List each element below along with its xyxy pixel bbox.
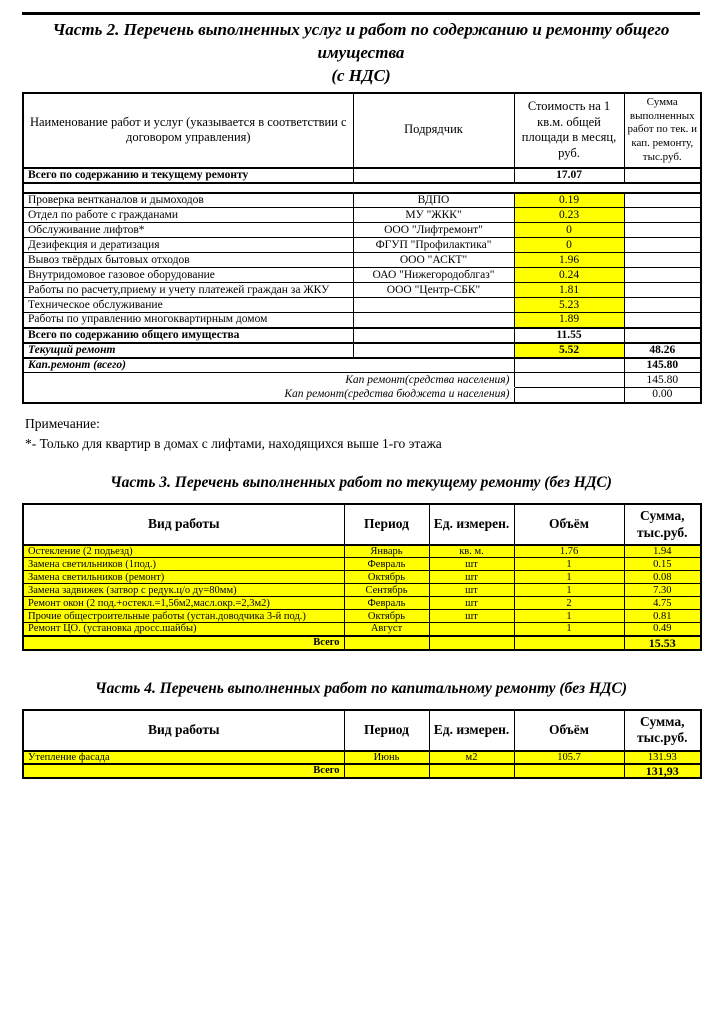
sum-cell <box>624 313 701 328</box>
contractor-cell: ООО "Центр-СБК" <box>353 283 514 298</box>
work-row <box>23 558 701 571</box>
sum-cell <box>624 298 701 313</box>
volume-cell: 1 <box>514 610 624 623</box>
part4-col-header-work: Вид работы <box>23 710 344 750</box>
contractor-cell <box>353 343 514 358</box>
sum-cell: 145.80 <box>624 373 701 388</box>
work-row <box>23 610 701 623</box>
cost-cell: 1.89 <box>514 313 624 328</box>
sum-cell <box>624 328 701 343</box>
work-cell: Прочие общестроительные работы (устан.доводчика 3-й под.) <box>23 610 344 623</box>
contractor-cell: ФГУП "Профилактика" <box>353 238 514 253</box>
service-name-cell: Проверка вентканалов и дымоходов <box>23 193 353 208</box>
work-cell: Ремонт ЦО. (установка дросс.шайбы) <box>23 623 344 636</box>
period-cell: Февраль <box>344 597 429 610</box>
part2-title-text: Часть 2. Перечень выполненных услуг и работ по содержанию и ремонту общего имущества <box>52 20 670 62</box>
volume-cell: 1.76 <box>514 545 624 558</box>
service-row <box>23 223 701 238</box>
service-name-cell: Дезифекция и дератизация <box>23 238 353 253</box>
part2-total-maintenance-repair-row <box>23 168 701 183</box>
part4-table <box>22 709 702 779</box>
part3-title: Часть 3. Перечень выполненных работ по текущему ремонту (без НДС) <box>110 474 612 492</box>
period-cell: Октябрь <box>344 610 429 623</box>
sum-cell <box>624 268 701 283</box>
unit-cell: шт <box>429 584 514 597</box>
sum-cell <box>624 193 701 208</box>
period-cell: Сентябрь <box>344 584 429 597</box>
service-row <box>23 283 701 298</box>
sum-cell: 7.30 <box>624 584 701 597</box>
part2-col-header-contractor: Подрядчик <box>353 93 514 168</box>
sum-cell: 145.80 <box>624 358 701 373</box>
period-cell: Октябрь <box>344 571 429 584</box>
service-row <box>23 298 701 313</box>
part2-table <box>22 92 702 404</box>
work-row <box>23 597 701 610</box>
total-label: Всего <box>23 764 344 779</box>
sum-cell: 131,93 <box>624 764 701 779</box>
cost-cell: 11.55 <box>514 328 624 343</box>
work-row <box>23 545 701 558</box>
contractor-cell: ООО "АСКТ" <box>353 253 514 268</box>
contractor-cell <box>353 168 514 183</box>
sum-cell <box>624 283 701 298</box>
cost-cell: 0.23 <box>514 208 624 223</box>
row-label: Кап ремонт(средства бюджета и населения) <box>23 388 514 403</box>
contractor-cell: ООО "Лифтремонт" <box>353 223 514 238</box>
row-label: Кап.ремонт (всего) <box>23 358 514 373</box>
row-label: Всего по содержанию и текущему ремонту <box>23 168 353 183</box>
part2-col-header-cost: Стоимость на 1 кв.м. общей площади в месяц, руб. <box>514 93 624 168</box>
total-label: Всего <box>23 636 344 651</box>
service-row <box>23 238 701 253</box>
cost-cell: 1.96 <box>514 253 624 268</box>
volume-cell: 1 <box>514 571 624 584</box>
cost-cell: 1.81 <box>514 283 624 298</box>
volume-cell <box>514 636 624 651</box>
service-name-cell: Работы по расчету,приему и учету платежей граждан за ЖКУ <box>23 283 353 298</box>
part4-header-row <box>23 710 701 750</box>
volume-cell: 105.7 <box>514 751 624 764</box>
work-row <box>23 571 701 584</box>
work-row <box>23 751 701 764</box>
contractor-cell <box>353 328 514 343</box>
note-block <box>25 414 703 456</box>
period-cell: Январь <box>344 545 429 558</box>
period-cell <box>344 636 429 651</box>
part3-col-header-unit: Ед. измерен. <box>429 504 514 544</box>
service-row <box>23 208 701 223</box>
unit-cell: шт <box>429 597 514 610</box>
cost-cell: 17.07 <box>514 168 624 183</box>
unit-cell <box>429 636 514 651</box>
unit-cell: шт <box>429 558 514 571</box>
service-row <box>23 193 701 208</box>
contractor-cell <box>353 313 514 328</box>
part3-col-header-work: Вид работы <box>23 504 344 544</box>
period-cell: Август <box>344 623 429 636</box>
contractor-cell: ОАО "Нижегородоблгаз" <box>353 268 514 283</box>
part2-capital-repair-budget-row <box>23 388 701 403</box>
part2-col-header-sum: Сумма выполненных работ по тек. и кап. ремонту, тыс.руб. <box>624 93 701 168</box>
cost-cell: 5.52 <box>514 343 624 358</box>
unit-cell <box>429 764 514 779</box>
work-cell: Остекление (2 подьезд) <box>23 545 344 558</box>
service-name-cell: Вывоз твёрдых бытовых отходов <box>23 253 353 268</box>
row-label: Текущий ремонт <box>23 343 353 358</box>
period-cell: Июнь <box>344 751 429 764</box>
part2-title <box>22 19 700 88</box>
service-name-cell: Работы по управлению многоквартирным домом <box>23 313 353 328</box>
work-cell: Замена задвижек (затвор с редук.ц/о ду=80мм) <box>23 584 344 597</box>
cost-cell <box>514 358 624 373</box>
part2-header-row <box>23 93 701 168</box>
sum-cell <box>624 223 701 238</box>
sum-cell: 0.00 <box>624 388 701 403</box>
sum-cell: 1.94 <box>624 545 701 558</box>
volume-cell: 1 <box>514 623 624 636</box>
part4-title: Часть 4. Перечень выполненных работ по капитальному ремонту (без НДС) <box>94 680 628 698</box>
part2-capital-repair-total-row <box>23 358 701 373</box>
sum-cell: 4.75 <box>624 597 701 610</box>
volume-cell: 1 <box>514 558 624 571</box>
part3-col-header-sum: Сумма, тыс.руб. <box>624 504 701 544</box>
cost-cell: 0.19 <box>514 193 624 208</box>
part4-col-header-sum: Сумма, тыс.руб. <box>624 710 701 750</box>
part2-title-suffix: (с НДС) <box>331 65 391 85</box>
volume-cell: 2 <box>514 597 624 610</box>
part3-col-header-period: Период <box>344 504 429 544</box>
service-name-cell: Отдел по работе с гражданами <box>23 208 353 223</box>
part2-current-repair-row <box>23 343 701 358</box>
sum-cell <box>624 253 701 268</box>
cost-cell: 0 <box>514 223 624 238</box>
period-cell: Февраль <box>344 558 429 571</box>
part2-total-maintenance-row <box>23 328 701 343</box>
unit-cell: м2 <box>429 751 514 764</box>
cost-cell <box>514 373 624 388</box>
part3-header-row <box>23 504 701 544</box>
unit-cell: шт <box>429 610 514 623</box>
sum-cell <box>624 168 701 183</box>
row-label: Всего по содержанию общего имущества <box>23 328 353 343</box>
unit-cell: шт <box>429 571 514 584</box>
part4-total-row <box>23 764 701 779</box>
unit-cell: кв. м. <box>429 545 514 558</box>
period-cell <box>344 764 429 779</box>
cost-cell: 0 <box>514 238 624 253</box>
work-cell: Замена светильников (1под.) <box>23 558 344 571</box>
top-divider <box>22 12 700 15</box>
sum-cell: 0.49 <box>624 623 701 636</box>
service-row <box>23 313 701 328</box>
part4-col-header-period: Период <box>344 710 429 750</box>
sum-cell: 0.81 <box>624 610 701 623</box>
sum-cell: 0.08 <box>624 571 701 584</box>
part2-col-header-name: Наименование работ и услуг (указывается в соответствии с договором управления) <box>23 93 353 168</box>
service-row <box>23 253 701 268</box>
work-cell: Утепление фасада <box>23 751 344 764</box>
part2-capital-repair-residents-row <box>23 373 701 388</box>
part3-table <box>22 503 702 651</box>
contractor-cell: ВДПО <box>353 193 514 208</box>
sum-cell <box>624 208 701 223</box>
contractor-cell: МУ "ЖКК" <box>353 208 514 223</box>
cost-cell: 0.24 <box>514 268 624 283</box>
cost-cell <box>514 388 624 403</box>
work-cell: Замена светильников (ремонт) <box>23 571 344 584</box>
part4-col-header-unit: Ед. измерен. <box>429 710 514 750</box>
volume-cell <box>514 764 624 779</box>
unit-cell <box>429 623 514 636</box>
service-name-cell: Внутридомовое газовое оборудование <box>23 268 353 283</box>
work-row <box>23 623 701 636</box>
work-row <box>23 584 701 597</box>
spacer-cell <box>23 183 701 193</box>
service-row <box>23 268 701 283</box>
work-cell: Ремонт окон (2 под.+остекл.=1,56м2,масл.окр.=2,3м2) <box>23 597 344 610</box>
sum-cell: 48.26 <box>624 343 701 358</box>
service-name-cell: Обслуживание лифтов* <box>23 223 353 238</box>
cost-cell: 5.23 <box>514 298 624 313</box>
sum-cell: 0.15 <box>624 558 701 571</box>
sum-cell: 131.93 <box>624 751 701 764</box>
note-text: *- Только для квартир в домах с лифтами, находящихся выше 1-го этажа <box>25 436 442 452</box>
contractor-cell <box>353 298 514 313</box>
part3-total-row <box>23 636 701 651</box>
service-name-cell: Техническое обслуживание <box>23 298 353 313</box>
volume-cell: 1 <box>514 584 624 597</box>
row-label: Кап ремонт(средства населения) <box>23 373 514 388</box>
sum-cell <box>624 238 701 253</box>
part4-col-header-volume: Объём <box>514 710 624 750</box>
part3-col-header-volume: Объём <box>514 504 624 544</box>
sum-cell: 15.53 <box>624 636 701 651</box>
spacer-row <box>23 183 701 193</box>
note-title: Примечание: <box>25 415 100 431</box>
